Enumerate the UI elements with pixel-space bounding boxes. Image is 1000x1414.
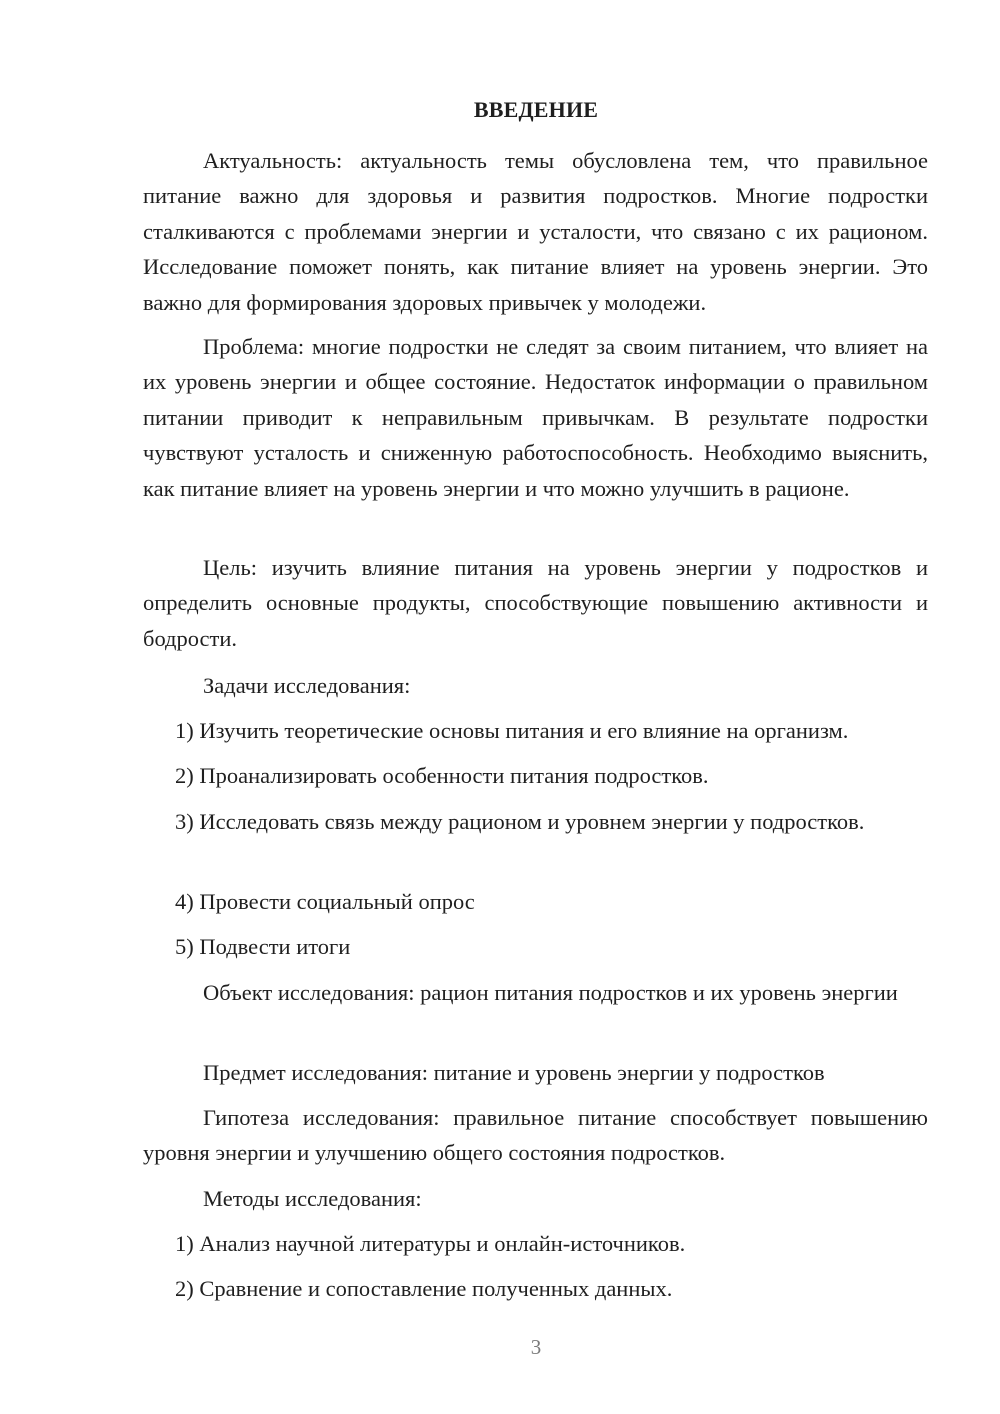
methods-heading-paragraph: [143, 1181, 928, 1216]
subject-text: Предмет исследования: питание и уровень энергии у подростков: [203, 1060, 825, 1085]
method-item-2: 2) Сравнение и сопоставление полученных данных.: [175, 1276, 673, 1301]
method-item-1: 1) Анализ научной литературы и онлайн-источников.: [175, 1231, 686, 1256]
hypothesis-text: Гипотеза исследования: правильное питание способствует повышению уровня энергии и улучшению общего состояния подростков.: [143, 1105, 928, 1166]
goal-paragraph: [143, 550, 928, 656]
problem-paragraph: [143, 329, 928, 506]
task-item-4: 4) Провести социальный опрос: [175, 889, 475, 914]
task-item-1: 1) Изучить теоретические основы питания и его влияние на организм.: [175, 718, 849, 743]
tasks-heading-paragraph: [143, 668, 928, 703]
relevance-paragraph: [143, 143, 928, 320]
task-item: [143, 929, 928, 964]
page-title: ВВЕДЕНИЕ: [473, 97, 599, 122]
task-item: [143, 758, 928, 793]
subject-paragraph: [143, 1055, 928, 1090]
task-item-3: 3) Исследовать связь между рационом и уровнем энергии у подростков.: [175, 809, 865, 834]
page-number: 3: [530, 1335, 542, 1359]
object-paragraph: [143, 975, 928, 1010]
task-item-5: 5) Подвести итоги: [175, 934, 351, 959]
problem-text: Проблема: многие подростки не следят за своим питанием, что влияет на их уровень энергии и общее состояние. Недостаток информации о правильном питании приводит к неправильным привычкам. В результате подростки чувствуют усталость и сниженную работоспособность. Необходимо выяснить, как питание влияет на уровень энергии и что можно улучшить в рационе.: [143, 334, 928, 501]
object-text: Объект исследования: рацион питания подростков и их уровень энергии: [203, 980, 898, 1005]
hypothesis-paragraph: [143, 1100, 928, 1171]
task-item: [143, 804, 928, 839]
method-item: [143, 1271, 928, 1306]
task-item: [143, 884, 928, 919]
task-item: [143, 713, 928, 748]
task-item-2: 2) Проанализировать особенности питания подростков.: [175, 763, 709, 788]
method-item: [143, 1226, 928, 1261]
relevance-text: Актуальность: актуальность темы обусловлена тем, что правильное питание важно для здоровья и развития подростков. Многие подростки сталкиваются с проблемами энергии и усталости, что связано с их рационом. Исследование поможет понять, как питание влияет на уровень энергии. Это важно для формирования здоровых привычек у молодежи.: [143, 148, 928, 315]
tasks-heading: Задачи исследования:: [203, 673, 411, 698]
goal-text: Цель: изучить влияние питания на уровень энергии у подростков и определить основные продукты, способствующие повышению активности и бодрости.: [143, 555, 928, 651]
methods-heading: Методы исследования:: [203, 1186, 422, 1211]
